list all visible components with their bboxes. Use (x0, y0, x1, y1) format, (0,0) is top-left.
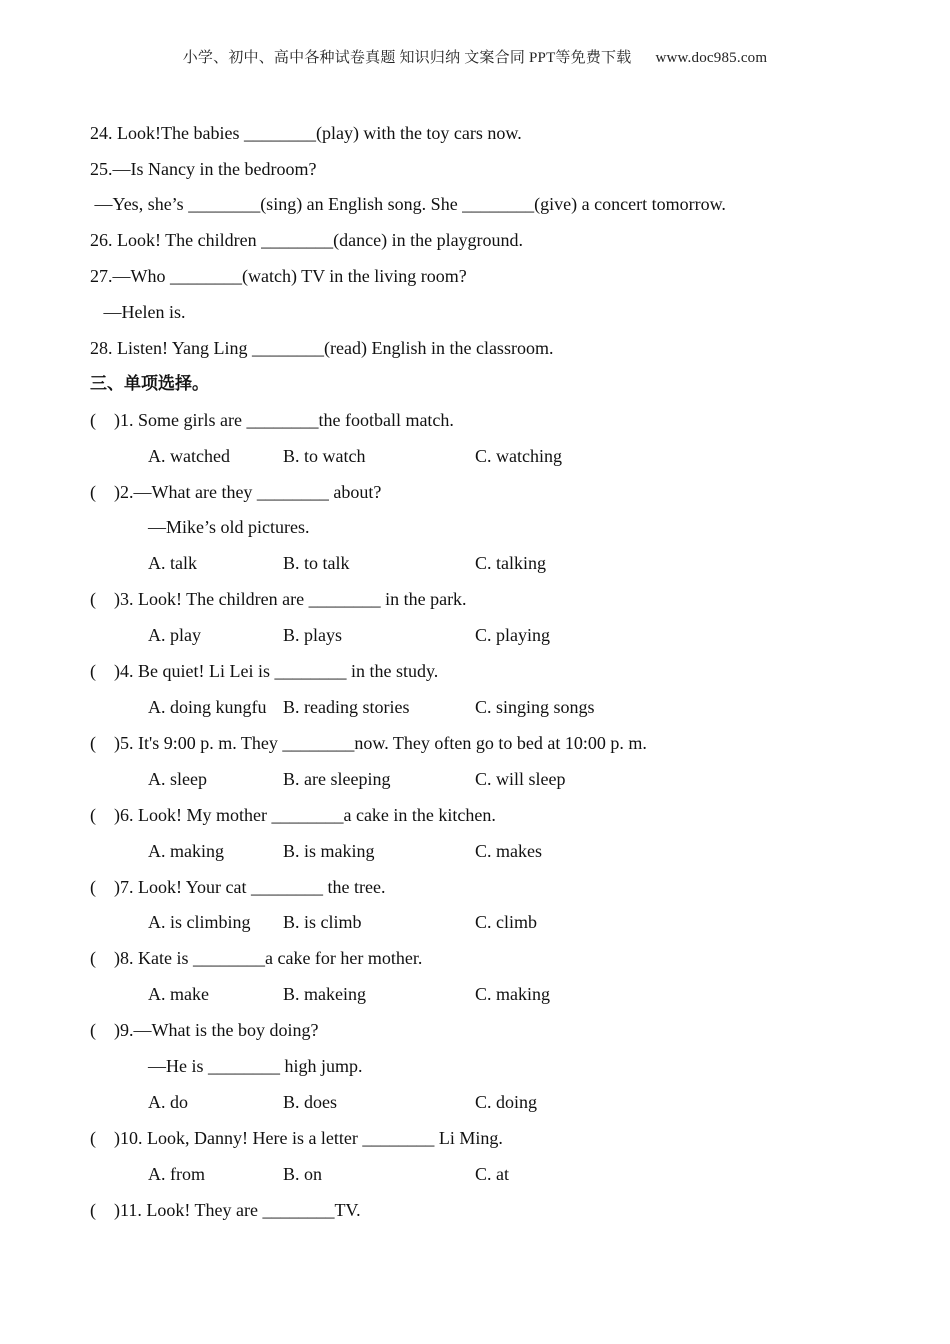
q7-option-a: A. is climbing (148, 912, 251, 932)
fill-q27-answer: —Helen is. (90, 302, 186, 322)
q6-option-c: C. makes (475, 841, 542, 861)
q8-option-a: A. make (148, 984, 209, 1004)
q9-option-c: C. doing (475, 1092, 538, 1112)
q2-sub-answer: —Mike’s old pictures. (148, 517, 310, 537)
q4-option-a: A. doing kungfu (148, 697, 267, 717)
q6-option-a: A. making (148, 841, 224, 861)
q8-option-b: B. makeing (283, 984, 366, 1004)
q1-option-b: B. to watch (283, 446, 366, 466)
q7-option-c: C. climb (475, 912, 537, 932)
question-7: ( )7. Look! Your cat ________ the tree. (90, 877, 386, 897)
header-text: 小学、初中、高中各种试卷真题 知识归纳 文案合同 PPT等免费下载 (182, 50, 632, 66)
q10-option-b: B. on (283, 1164, 323, 1184)
q10-option-c: C. at (475, 1164, 509, 1184)
q1-option-c: C. watching (475, 446, 562, 466)
q10-option-a: A. from (148, 1164, 205, 1184)
question-3: ( )3. Look! The children are ________ in the park. (90, 589, 467, 609)
q6-option-b: B. is making (283, 841, 375, 861)
q4-option-c: C. singing songs (475, 697, 595, 717)
question-4: ( )4. Be quiet! Li Lei is ________ in the study. (90, 661, 439, 681)
question-9: ( )9.—What is the boy doing? (90, 1020, 319, 1040)
q4-option-b: B. reading stories (283, 697, 410, 717)
q1-option-a: A. watched (148, 446, 230, 466)
fill-q28: 28. Listen! Yang Ling ________(read) English in the classroom. (90, 338, 554, 358)
q9-sub-answer: —He is ________ high jump. (148, 1056, 363, 1076)
question-8: ( )8. Kate is ________a cake for her mother. (90, 948, 423, 968)
question-10: ( )10. Look, Danny! Here is a letter ________ Li Ming. (90, 1128, 503, 1148)
question-2: ( )2.—What are they ________ about? (90, 482, 382, 502)
fill-q25-answer: —Yes, she’s ________(sing) an English song. She ________(give) a concert tomorrow. (90, 194, 726, 214)
q7-option-b: B. is climb (283, 912, 362, 932)
question-6: ( )6. Look! My mother ________a cake in the kitchen. (90, 805, 496, 825)
q3-option-a: A. play (148, 625, 201, 645)
q5-option-c: C. will sleep (475, 769, 566, 789)
section-title: 三、单项选择。 (90, 374, 209, 394)
q9-option-a: A. do (148, 1092, 188, 1112)
q3-option-c: C. playing (475, 625, 550, 645)
question-5: ( )5. It's 9:00 p. m. They ________now. They often go to bed at 10:00 p. m. (90, 733, 647, 753)
q8-option-c: C. making (475, 984, 550, 1004)
q5-option-a: A. sleep (148, 769, 207, 789)
header-site: www.doc985.com (655, 50, 768, 66)
question-1: ( )1. Some girls are ________the football match. (90, 410, 454, 430)
fill-q25: 25.—Is Nancy in the bedroom? (90, 159, 317, 179)
question-11: ( )11. Look! They are ________TV. (90, 1200, 361, 1220)
fill-q24: 24. Look!The babies ________(play) with the toy cars now. (90, 123, 522, 143)
q2-option-a: A. talk (148, 553, 197, 573)
q9-option-b: B. does (283, 1092, 337, 1112)
q2-option-c: C. talking (475, 553, 546, 573)
q2-option-b: B. to talk (283, 553, 350, 573)
q5-option-b: B. are sleeping (283, 769, 391, 789)
fill-q27: 27.—Who ________(watch) TV in the living room? (90, 266, 467, 286)
page-header (0, 46, 950, 67)
fill-q26: 26. Look! The children ________(dance) in the playground. (90, 230, 524, 250)
q3-option-b: B. plays (283, 625, 343, 645)
